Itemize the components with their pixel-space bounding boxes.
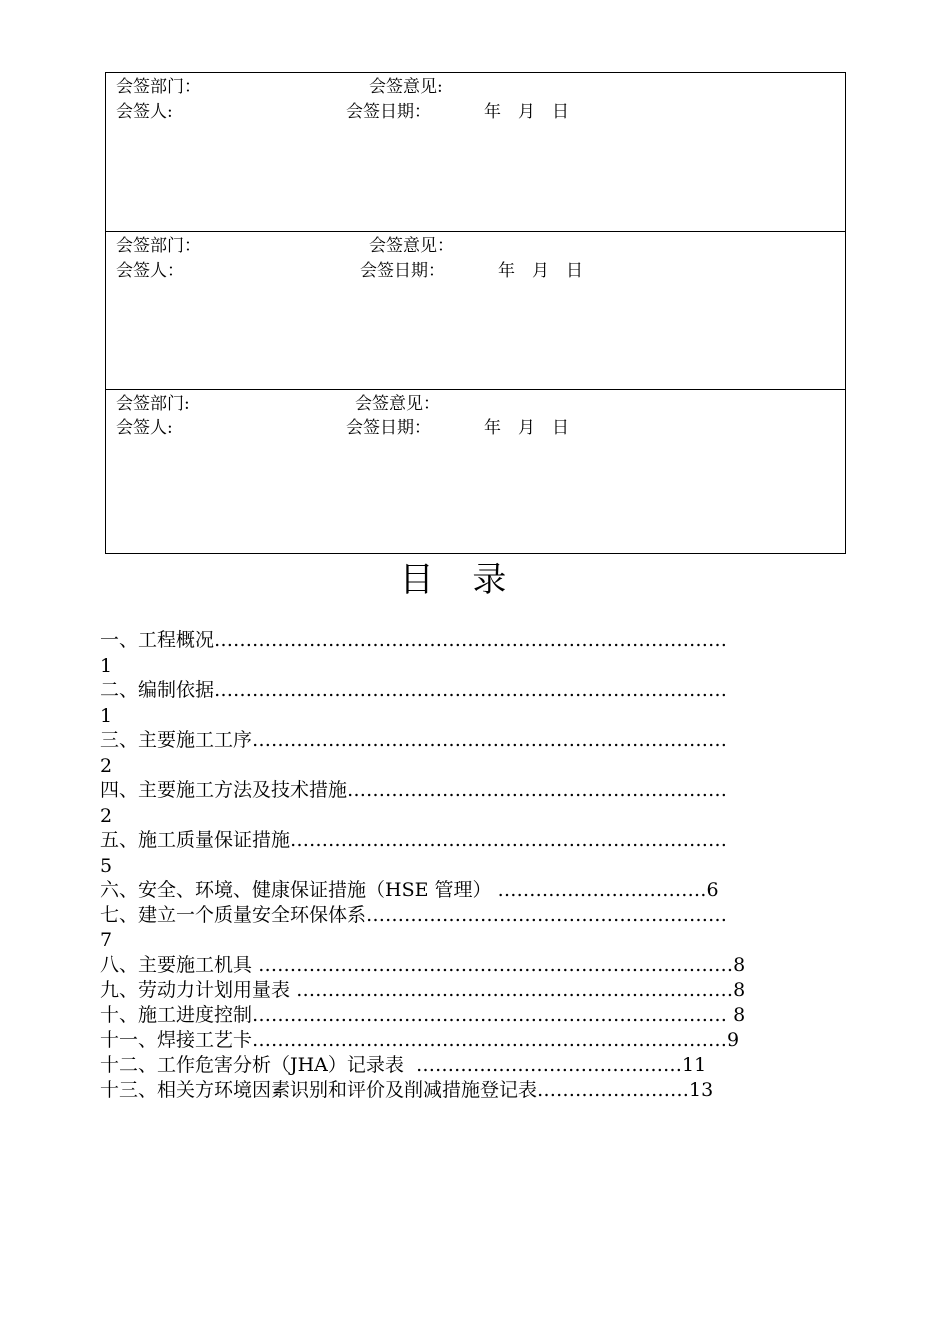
signer-label: 会签人： (116, 261, 184, 281)
toc-entry-7[interactable] (100, 903, 727, 927)
toc-entry-10[interactable] (100, 1003, 745, 1027)
toc-entry-3-page: 2 (100, 755, 113, 777)
toc-entry-text: 十三、相关方环境因素识别和评价及削减措施登记表 (100, 1079, 538, 1101)
sign-block-2 (105, 231, 846, 390)
date-units: 年 月 日 (498, 261, 583, 281)
toc-leader: …………………………………………………………… (296, 979, 734, 1001)
toc-entry-5-page: 5 (100, 855, 113, 877)
toc-entry-text: 九、劳动力计划用量表 (100, 979, 291, 1001)
toc-entry-11[interactable] (100, 1028, 739, 1052)
toc-entry-1-page: 1 (100, 655, 113, 677)
toc-entry-text: 八、主要施工机具 (100, 954, 253, 976)
toc-page-number: 9 (727, 1029, 740, 1051)
sign-block-1 (105, 72, 846, 232)
toc-entry-13[interactable] (100, 1078, 713, 1102)
toc-page-number: 8 (733, 1004, 746, 1026)
dept-label: 会签部门： (116, 77, 201, 97)
toc-entry-text: 十一、焊接工艺卡 (100, 1029, 253, 1051)
toc-entry-text: 一、工程概况 (100, 629, 215, 651)
signer-label: 会签人: (116, 418, 173, 438)
toc-leader: …………………………………… (416, 1054, 683, 1076)
toc-entry-text: 十二、工作危害分析（JHA）记录表 (100, 1054, 404, 1076)
toc-entry-2-page: 1 (100, 705, 113, 727)
toc-entry-text: 六、安全、环境、健康保证措施（HSE 管理） (100, 879, 492, 901)
toc-entry-text: 二、编制依据 (100, 679, 215, 701)
dept-label: 会签部门： (116, 236, 201, 256)
opinion-label: 会签意见: (369, 77, 443, 97)
toc-leader: ………………………………………………………………… (258, 954, 734, 976)
toc-page-number: 8 (733, 954, 746, 976)
toc-entry-7-page: 7 (100, 929, 113, 951)
toc-leader: …………………………………………………… (347, 779, 728, 801)
toc-page-number: 6 (706, 879, 719, 901)
date-units: 年 月 日 (484, 418, 569, 438)
toc-entry-12[interactable] (100, 1053, 706, 1077)
toc-entry-text: 五、施工质量保证措施 (100, 829, 291, 851)
toc-entry-5[interactable] (100, 828, 727, 852)
toc-entry-2[interactable] (100, 678, 727, 702)
toc-entry-8[interactable] (100, 953, 745, 977)
toc-page-number: 8 (733, 979, 746, 1001)
toc-leader: …………………… (537, 1079, 690, 1101)
toc-leader: …………………………… (497, 879, 707, 901)
toc-leader: ………………………………………………………………… (252, 1029, 728, 1051)
opinion-label: 会签意见： (355, 394, 440, 414)
toc-leader: ……………………………………………………………………… (214, 679, 728, 701)
toc-entry-text: 三、主要施工工序 (100, 729, 253, 751)
toc-entry-text: 四、主要施工方法及技术措施 (100, 779, 348, 801)
toc-entry-4[interactable] (100, 778, 727, 802)
toc-leader: ………………………………………………………………… (252, 1004, 728, 1026)
toc-leader: …………………………………………………………… (290, 829, 728, 851)
toc-entry-3[interactable] (100, 728, 727, 752)
toc-entry-6[interactable] (100, 878, 719, 902)
toc-leader: ………………………………………………… (366, 904, 728, 926)
signer-label: 会签人: (116, 102, 173, 122)
date-label: 会签日期： (346, 418, 431, 438)
toc-entry-4-page: 2 (100, 805, 113, 827)
toc-page-number: 13 (689, 1079, 714, 1101)
dept-label: 会签部门: (116, 394, 190, 414)
toc-entry-text: 十、施工进度控制 (100, 1004, 253, 1026)
sign-block-3 (105, 389, 846, 554)
toc-entry-text: 七、建立一个质量安全环保体系 (100, 904, 367, 926)
date-label: 会签日期： (346, 102, 431, 122)
opinion-label: 会签意见： (369, 236, 454, 256)
toc-entry-1[interactable] (100, 628, 727, 652)
toc-page-number: 11 (682, 1054, 707, 1076)
toc-leader: ………………………………………………………………… (252, 729, 728, 751)
toc-title: 目 录 (399, 560, 521, 600)
date-units: 年 月 日 (484, 102, 569, 122)
toc-leader: ……………………………………………………………………… (214, 629, 728, 651)
toc-entry-9[interactable] (100, 978, 745, 1002)
date-label: 会签日期： (360, 261, 445, 281)
